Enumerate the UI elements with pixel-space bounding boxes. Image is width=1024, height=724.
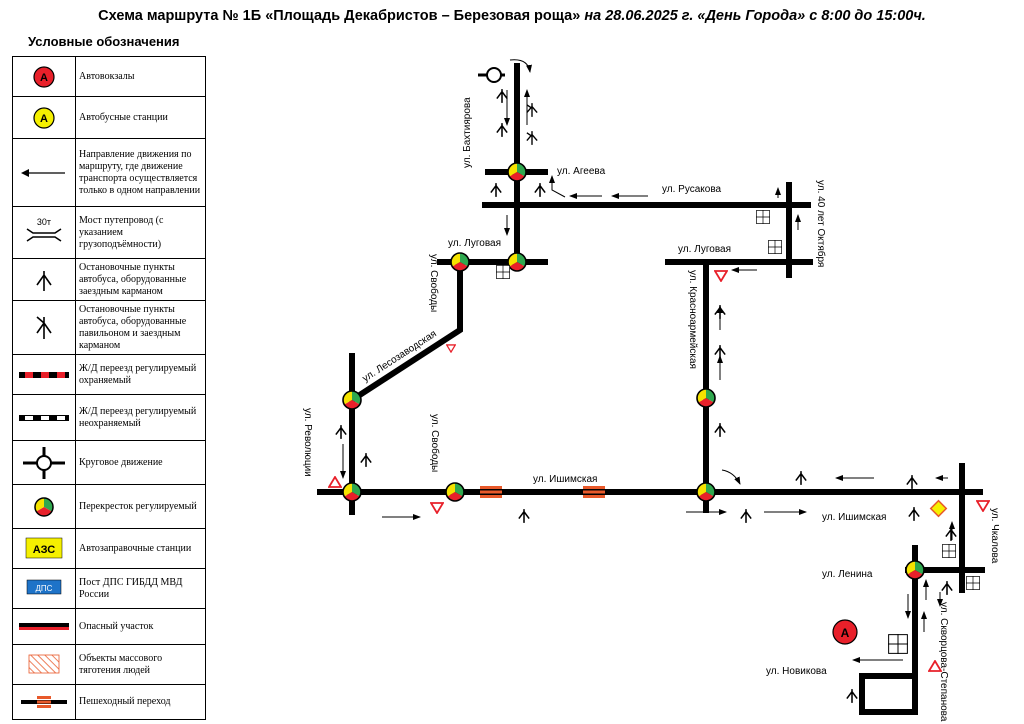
route-date: на 28.06.2025 г. «День Города» с 8:00 до 15:00ч. — [584, 8, 926, 24]
street-label-svobody-lower: ул. Свободы — [429, 414, 440, 473]
map-bus-terminal — [833, 620, 857, 644]
legend-text: Автозаправочные станции — [79, 542, 192, 554]
street-label-ishimskaya-right: ул. Ишимская — [822, 512, 887, 523]
street-label-ishimskaya-center: ул. Ишимская — [533, 474, 598, 485]
signal-lugovaya-svobody — [451, 253, 469, 271]
priority-road-sign — [931, 501, 947, 517]
pedestrian-crossing-1 — [480, 486, 502, 498]
street-label-lugovaya-left: ул. Луговая — [448, 238, 502, 249]
legend-text: Мост путепровод (с указанием грузоподъёмности) — [79, 214, 164, 250]
street-label-rusakova: ул. Русакова — [662, 184, 722, 195]
legend-text: Автобусные станции — [79, 111, 168, 123]
legend-text: Пешеходный переход — [79, 696, 171, 707]
legend-text: Остановочные пункты автобуса, оборудованные заездным карманом — [79, 261, 187, 297]
street-label-ageeva: ул. Агеева — [557, 166, 606, 177]
legend-text: Ж/Д переезд регулируемый неохраняемый — [79, 405, 197, 429]
bus-stops — [336, 89, 956, 703]
legend-text: Опасный участок — [79, 620, 154, 632]
street-label-skvortsova: ул. Скворцова-Степанова — [938, 602, 949, 722]
crowd-object — [768, 240, 782, 254]
warning-triangle — [447, 345, 456, 352]
legend-text: Пост ДПС ГИБДД МВД России — [79, 576, 183, 600]
warning-triangle — [715, 271, 727, 281]
signal-krasnoarmeyskaya — [697, 389, 715, 407]
legend-text: Ж/Д переезд регулируемый охраняемый — [79, 362, 197, 386]
street-label-oct40: ул. 40 лет Октября — [815, 180, 826, 268]
street-label-bakhtiyarova: ул. Бахтиярова — [462, 97, 473, 168]
legend-text: Круговое движение — [79, 456, 163, 468]
street-label-lesozavodskaya: ул. Лесозаводская — [360, 328, 439, 385]
warning-triangle — [977, 501, 989, 511]
warning-triangle — [431, 503, 443, 513]
signal-revolyutsii-ishimskaya — [343, 483, 361, 501]
police-glyph: ДПС — [35, 584, 53, 593]
street-label-chkalova: ул. Чкалова — [989, 508, 1000, 564]
route-title: Схема маршрута № 1Б «Площадь Декабристов – Березовая роща» — [98, 8, 581, 24]
legend-text: Перекресток регулируемый — [79, 500, 197, 512]
terminal-glyph: А — [40, 72, 48, 84]
street-label-lenina: ул. Ленина — [822, 569, 873, 580]
signal-lenina — [906, 561, 924, 579]
legend-text: Направление движения по маршруту, где движение транспорта осуществляется только в одном направлении — [79, 148, 201, 196]
street-label-revolyutsii: ул. Революции — [302, 408, 313, 477]
crowd-object — [966, 576, 980, 590]
legend-text: Объекты массового тяготения людей — [79, 652, 163, 676]
crowd-object — [888, 634, 908, 654]
crowd-object — [942, 544, 956, 558]
gas-glyph: АЗС — [32, 544, 56, 556]
bridge-glyph: 30т — [36, 217, 52, 227]
legend-text: Автовокзалы — [79, 70, 135, 82]
signal-lugovaya-bakhtiyarova — [508, 253, 526, 271]
roundabout — [478, 60, 530, 82]
crowd-object — [496, 265, 510, 279]
legend-text: Остановочные пункты автобуса, оборудованные павильоном и заездным карманом — [79, 303, 187, 351]
street-label-krasnoarmeyskaya: ул. Красноармейская — [687, 270, 698, 369]
signal-svobody-ishimskaya — [446, 483, 464, 501]
street-label-svobody-upper: ул. Свободы — [428, 254, 439, 313]
dangerous-sections — [430, 496, 520, 498]
signal-ageeva — [508, 163, 526, 181]
map-terminal-glyph: А — [840, 626, 850, 640]
warning-triangle — [329, 477, 341, 487]
pedestrian-crossing-2 — [583, 486, 605, 498]
signal-lesozavodskaya — [343, 391, 361, 409]
signal-krasnoarmeyskaya-ishimskaya — [697, 483, 715, 501]
street-label-lugovaya-right: ул. Луговая — [678, 244, 732, 255]
station-glyph: А — [40, 113, 48, 125]
legend-heading: Условные обозначения — [28, 34, 180, 49]
street-label-novikova: ул. Новикова — [766, 666, 827, 677]
road-network — [320, 66, 982, 712]
crowd-object — [756, 210, 770, 224]
